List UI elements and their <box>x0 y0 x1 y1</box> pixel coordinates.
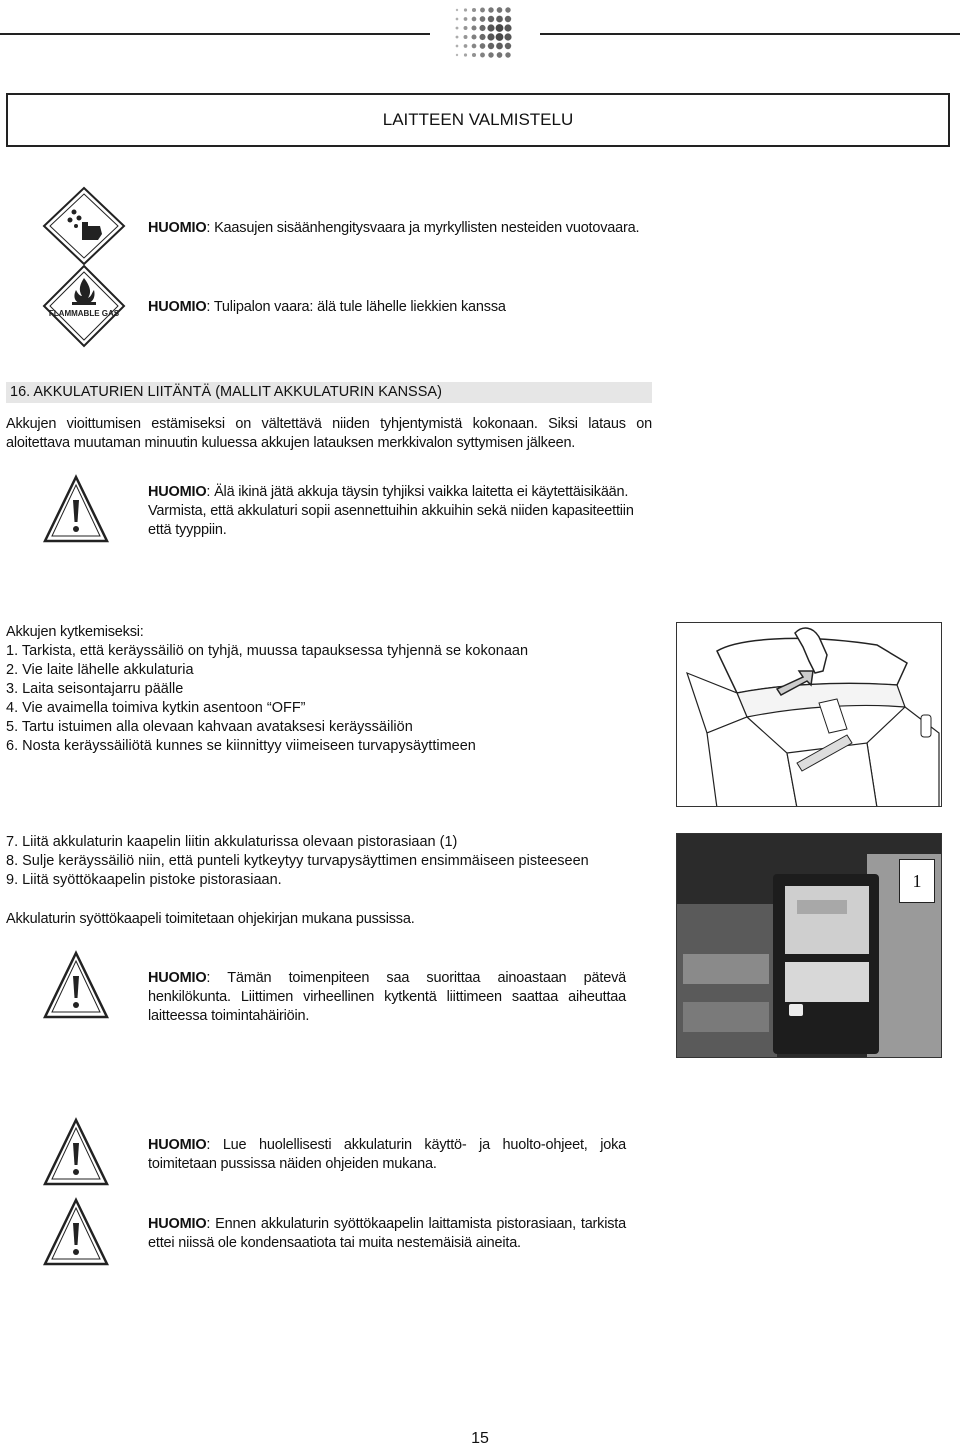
warning-2-label: HUOMIO <box>148 970 207 986</box>
list-item: 5. Tartu istuimen alla olevaan kahvaan avataksesi keräyssäiliön <box>6 719 413 735</box>
hazard-2-message: : Tulipalon vaara: älä tule lähelle liekkien kanssa <box>206 299 506 315</box>
warning-1-label: HUOMIO <box>148 484 207 500</box>
flammable-gas-sign-text: FLAMMABLE GAS <box>48 309 120 318</box>
steps-list-1 <box>6 642 666 756</box>
header-rule-left <box>0 33 430 35</box>
hazard-1-label: HUOMIO <box>148 220 207 236</box>
page-number: 15 <box>471 1430 489 1447</box>
warning-1-text <box>148 483 648 540</box>
charger-cable-note: Akkulaturin syöttökaapeli toimitetaan ohjekirjan mukana pussissa. <box>6 911 415 927</box>
warning-1-line2: Varmista, että akkulaturi sopii asennettuihin akkuihin sekä niiden kapasiteettiin että tyyppiin. <box>148 503 634 538</box>
hazard-1-text <box>148 219 639 238</box>
warning-4-text <box>148 1215 626 1253</box>
charger-photo <box>676 833 942 1058</box>
section-intro: Akkujen vioittumisen estämiseksi on vältettävä niiden tyhjentymistä kokonaan. Siksi lataus on aloitettava muutaman minuutin kuluessa akkujen latauksen merkkivalon syttymisen jälkeen. <box>6 416 652 451</box>
warning-triangle-icon <box>42 1197 110 1267</box>
section-heading: 16. AKKULATURIEN LIITÄNTÄ (MALLIT AKKULATURIN KANSSA) <box>6 382 652 403</box>
hazard-1-message: : Kaasujen sisäänhengitysvaara ja myrkyllisten nesteiden vuotovaara. <box>206 220 640 236</box>
steps-list-2 <box>6 833 666 890</box>
hazard-2-text <box>148 298 506 317</box>
list-item: 9. Liitä syöttökaapelin pistoke pistorasiaan. <box>6 872 282 888</box>
warning-triangle-icon <box>42 474 110 544</box>
list-item: 4. Vie avaimella toimiva kytkin asentoon “OFF” <box>6 700 306 716</box>
warning-4-label: HUOMIO <box>148 1216 207 1232</box>
corrosive-hazard-icon <box>42 186 126 266</box>
warning-2-message: : Tämän toimenpiteen saa suorittaa ainoastaan pätevä henkilökunta. Liittimen virheellinen kytkentä liittimeen saattaa aiheuttaa laitteessa toimintahäiriöin. <box>148 970 626 1024</box>
list-item: 3. Laita seisontajarru päälle <box>6 681 184 697</box>
warning-2-text <box>148 969 626 1026</box>
warning-3-text <box>148 1136 626 1174</box>
warning-3-message: : Lue huolellisesti akkulaturin käyttö- ja huolto-ohjeet, joka toimitetaan pussissa näiden ohjeiden mukana. <box>148 1137 626 1172</box>
list-item: 7. Liitä akkulaturin kaapelin liitin akkulaturissa olevaan pistorasiaan (1) <box>6 834 458 850</box>
check-title: Akkujen kytkemiseksi: <box>6 624 144 640</box>
list-item: 1. Tarkista, että keräyssäiliö on tyhjä, muussa tapauksessa tyhjennä se kokonaan <box>6 643 529 659</box>
warning-1-line1: : Älä ikinä jätä akkuja täysin tyhjiksi vaikka laitetta ei käytettäisikään. <box>206 484 629 500</box>
flammable-gas-hazard-icon <box>42 264 126 348</box>
list-item: 8. Sulje keräyssäiliö niin, että punteli kytkeytyy turvapysäyttimen ensimmäiseen pisteeseen <box>6 853 589 869</box>
header-rule-right <box>540 33 960 35</box>
warning-triangle-icon <box>42 950 110 1020</box>
hazard-2-label: HUOMIO <box>148 299 207 315</box>
photo-callout-label: 1 <box>912 870 922 891</box>
page-title: LAITTEEN VALMISTELU <box>382 110 574 129</box>
list-item: 2. Vie laite lähelle akkulaturia <box>6 662 194 678</box>
warning-triangle-icon <box>42 1117 110 1187</box>
page-title-box <box>6 93 950 147</box>
warning-4-message: : Ennen akkulaturin syöttökaapelin laittamista pistorasiaan, tarkista ettei niissä ole kondensaatiota tai muita nestemäisiä aineita. <box>148 1216 626 1251</box>
warning-3-label: HUOMIO <box>148 1137 207 1153</box>
photo-callout-box <box>899 859 935 903</box>
dot-grid-logo <box>452 5 514 61</box>
list-item: 6. Nosta keräyssäiliötä kunnes se kiinnittyy viimeiseen turvapysäyttimeen <box>6 738 476 754</box>
seat-opening-illustration <box>676 622 942 807</box>
